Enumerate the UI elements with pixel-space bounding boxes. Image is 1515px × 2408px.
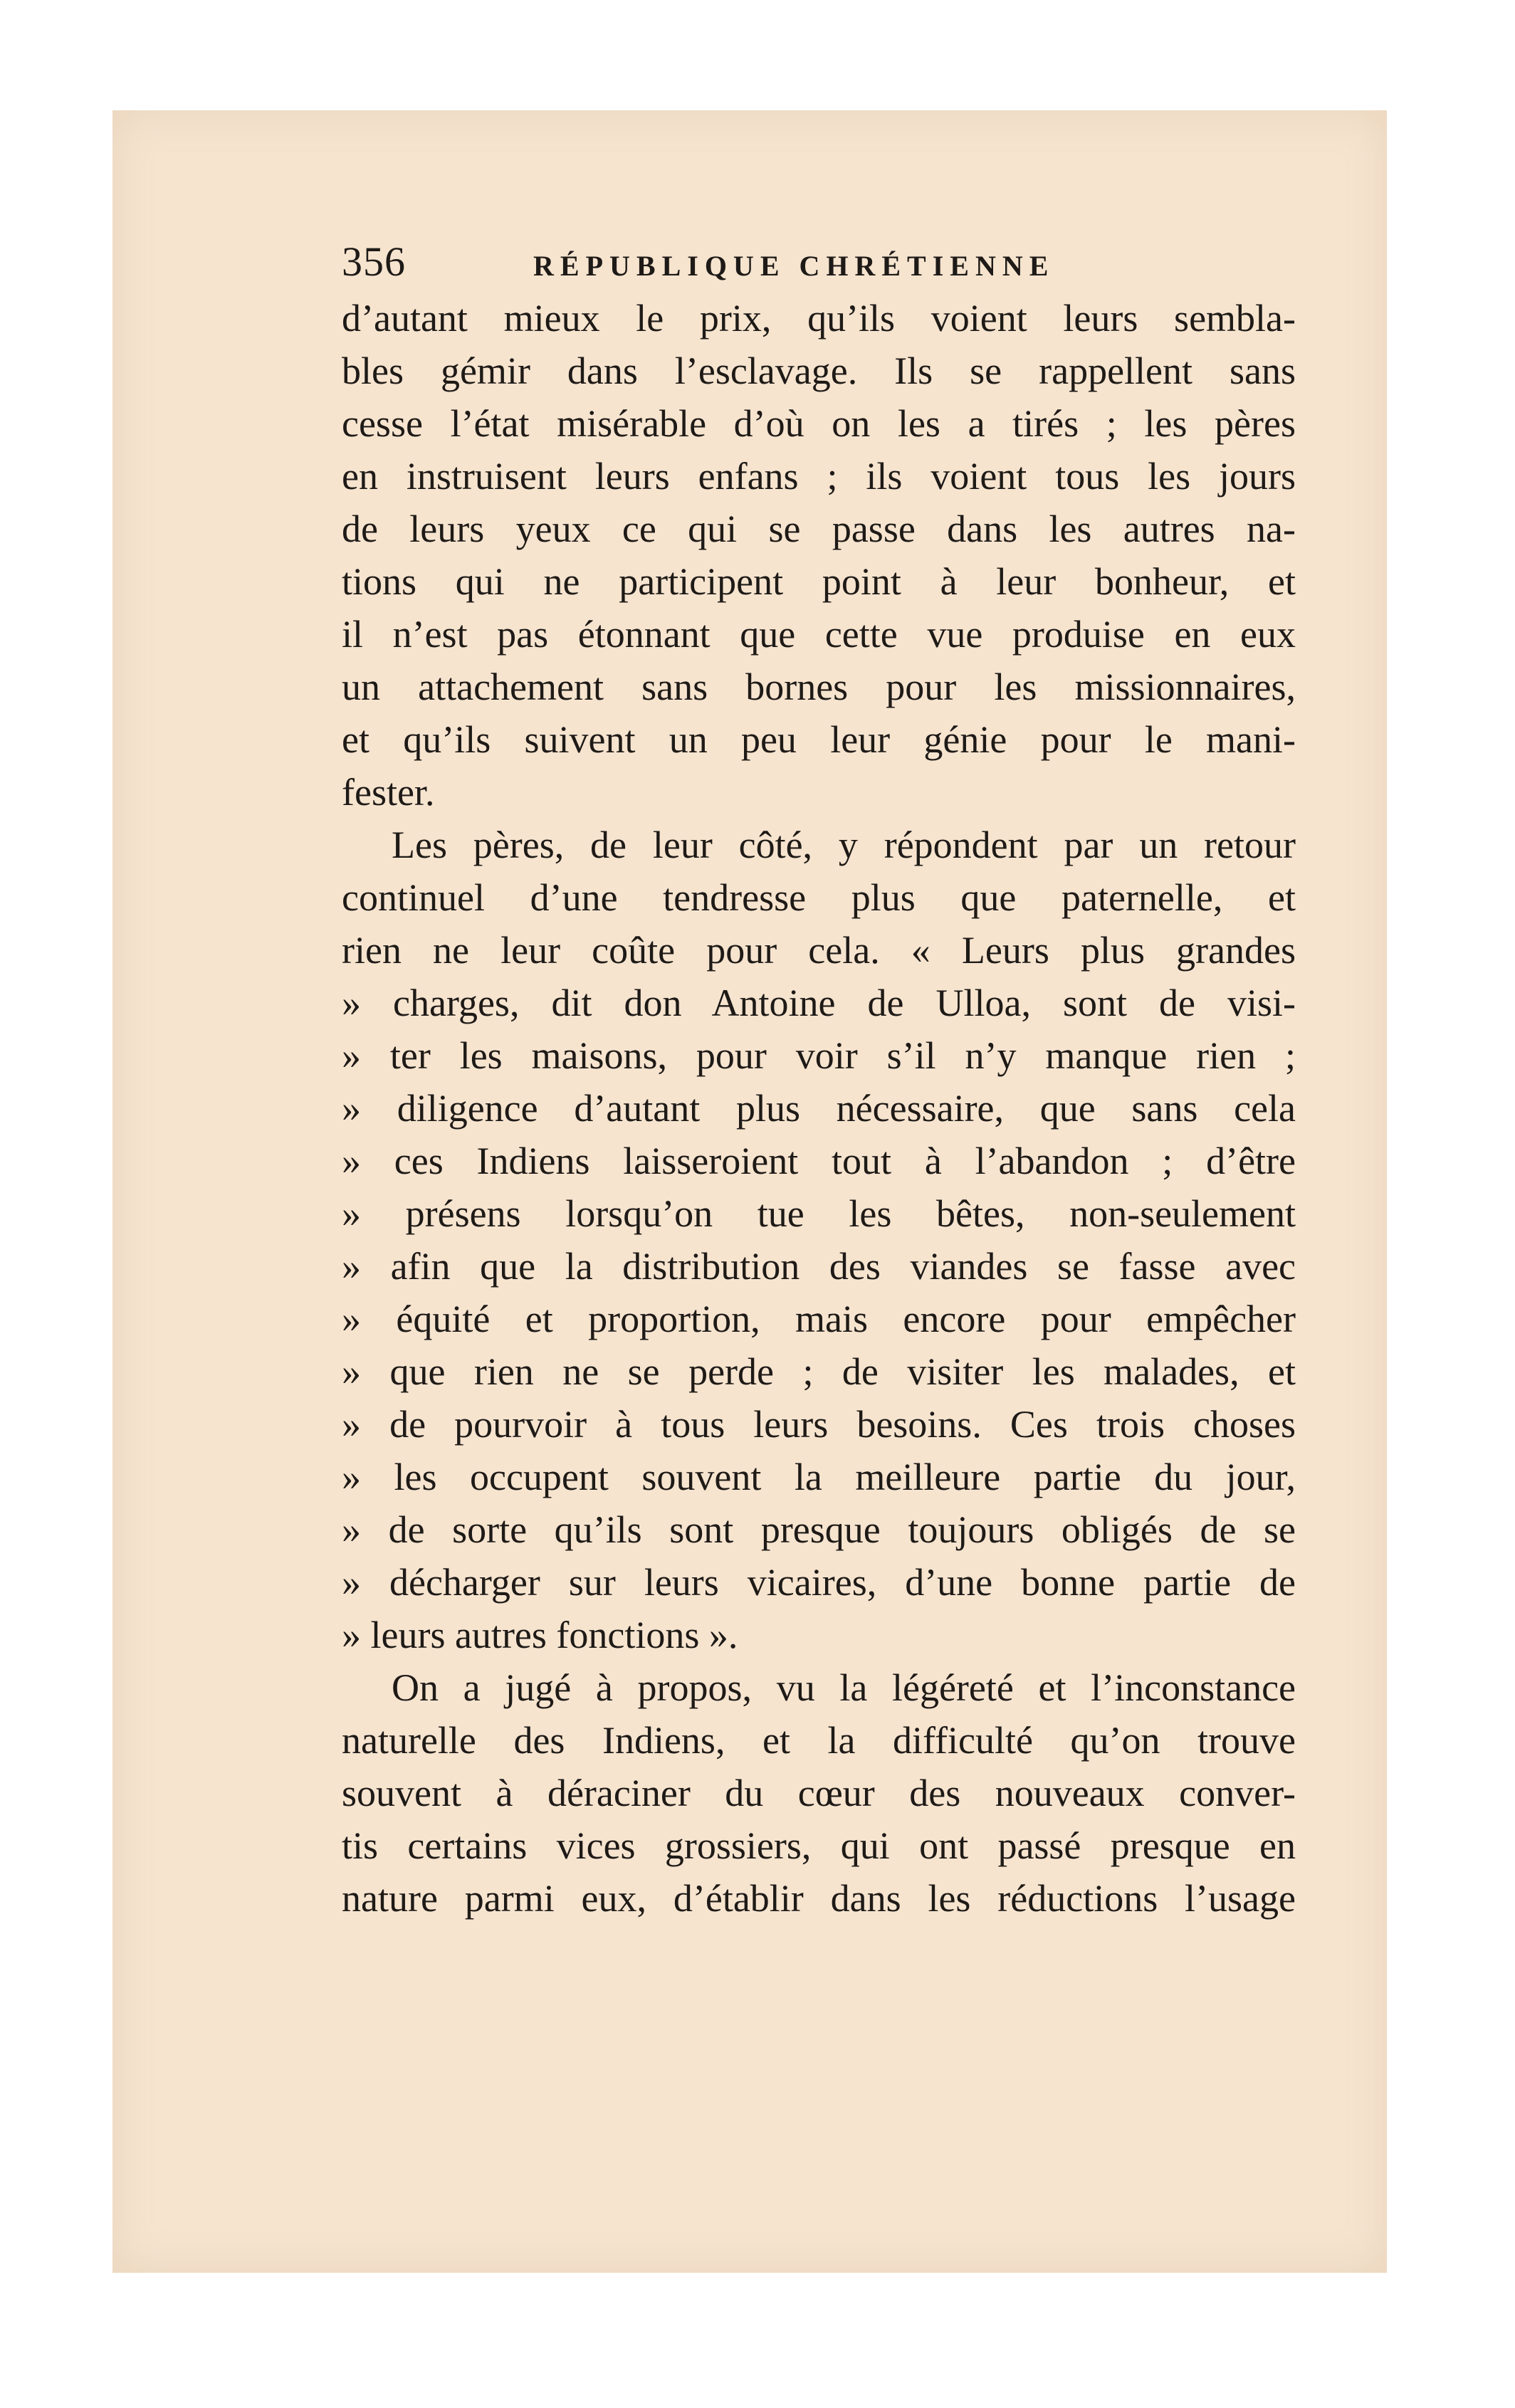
text-line: souvent à déraciner du cœur des nouveaux conver- <box>342 1772 1296 1814</box>
page-number: 356 <box>342 238 406 285</box>
text-line: rien ne leur coûte pour cela. « Leurs plus grandes <box>342 929 1296 972</box>
text-line: Les pères, de leur côté, y répondent par un retour <box>392 824 1296 866</box>
text-line: tis certains vices grossiers, qui ont passé presque en <box>342 1824 1296 1867</box>
page-text <box>230 235 1298 1920</box>
text-line: nature parmi eux, d’établir dans les réductions l’usage <box>342 1877 1296 1920</box>
text-line: » de pourvoir à tous leurs besoins. Ces trois choses <box>342 1403 1296 1446</box>
text-line: de leurs yeux ce qui se passe dans les autres na- <box>342 508 1296 550</box>
text-line: » les occupent souvent la meilleure partie du jour, <box>342 1456 1296 1498</box>
text-line: bles gémir dans l’esclavage. Ils se rappellent sans <box>342 349 1296 392</box>
running-title: RÉPUBLIQUE CHRÉTIENNE <box>533 250 1055 282</box>
text-line: naturelle des Indiens, et la difficulté qu’on trouve <box>342 1719 1296 1762</box>
text-line: » décharger sur leurs vicaires, d’une bonne partie de <box>342 1561 1296 1604</box>
text-line: il n’est pas étonnant que cette vue produise en eux <box>342 613 1296 656</box>
text-line: en instruisent leurs enfans ; ils voient tous les jours <box>342 455 1296 498</box>
text-line: » leurs autres fonctions ». <box>342 1614 738 1656</box>
text-line: tions qui ne participent point à leur bonheur, et <box>342 560 1296 603</box>
text-line: d’autant mieux le prix, qu’ils voient leurs sembla- <box>342 297 1296 340</box>
text-line: » diligence d’autant plus nécessaire, que sans cela <box>342 1087 1296 1130</box>
text-line: » ces Indiens laisseroient tout à l’abandon ; d’être <box>342 1140 1296 1182</box>
text-line: » équité et proportion, mais encore pour empêcher <box>342 1298 1296 1340</box>
text-line: » ter les maisons, pour voir s’il n’y manque rien ; <box>342 1034 1296 1077</box>
text-line: cesse l’état misérable d’où on les a tirés ; les pères <box>342 402 1296 445</box>
text-line: continuel d’une tendresse plus que paternelle, et <box>342 876 1296 919</box>
text-line: » de sorte qu’ils sont presque toujours obligés de se <box>342 1508 1296 1551</box>
text-line: » charges, dit don Antoine de Ulloa, sont de visi- <box>342 982 1296 1024</box>
text-line: » afin que la distribution des viandes se fasse avec <box>342 1245 1296 1288</box>
text-line: et qu’ils suivent un peu leur génie pour le mani- <box>342 718 1296 761</box>
text-line: On a jugé à propos, vu la légéreté et l’inconstance <box>392 1666 1296 1709</box>
text-line: un attachement sans bornes pour les missionnaires, <box>342 666 1296 708</box>
page-header <box>230 235 1298 288</box>
text-line: » présens lorsqu’on tue les bêtes, non-seulement <box>342 1192 1296 1235</box>
text-line: fester. <box>342 771 435 814</box>
text-line: » que rien ne se perde ; de visiter les malades, et <box>342 1350 1296 1393</box>
